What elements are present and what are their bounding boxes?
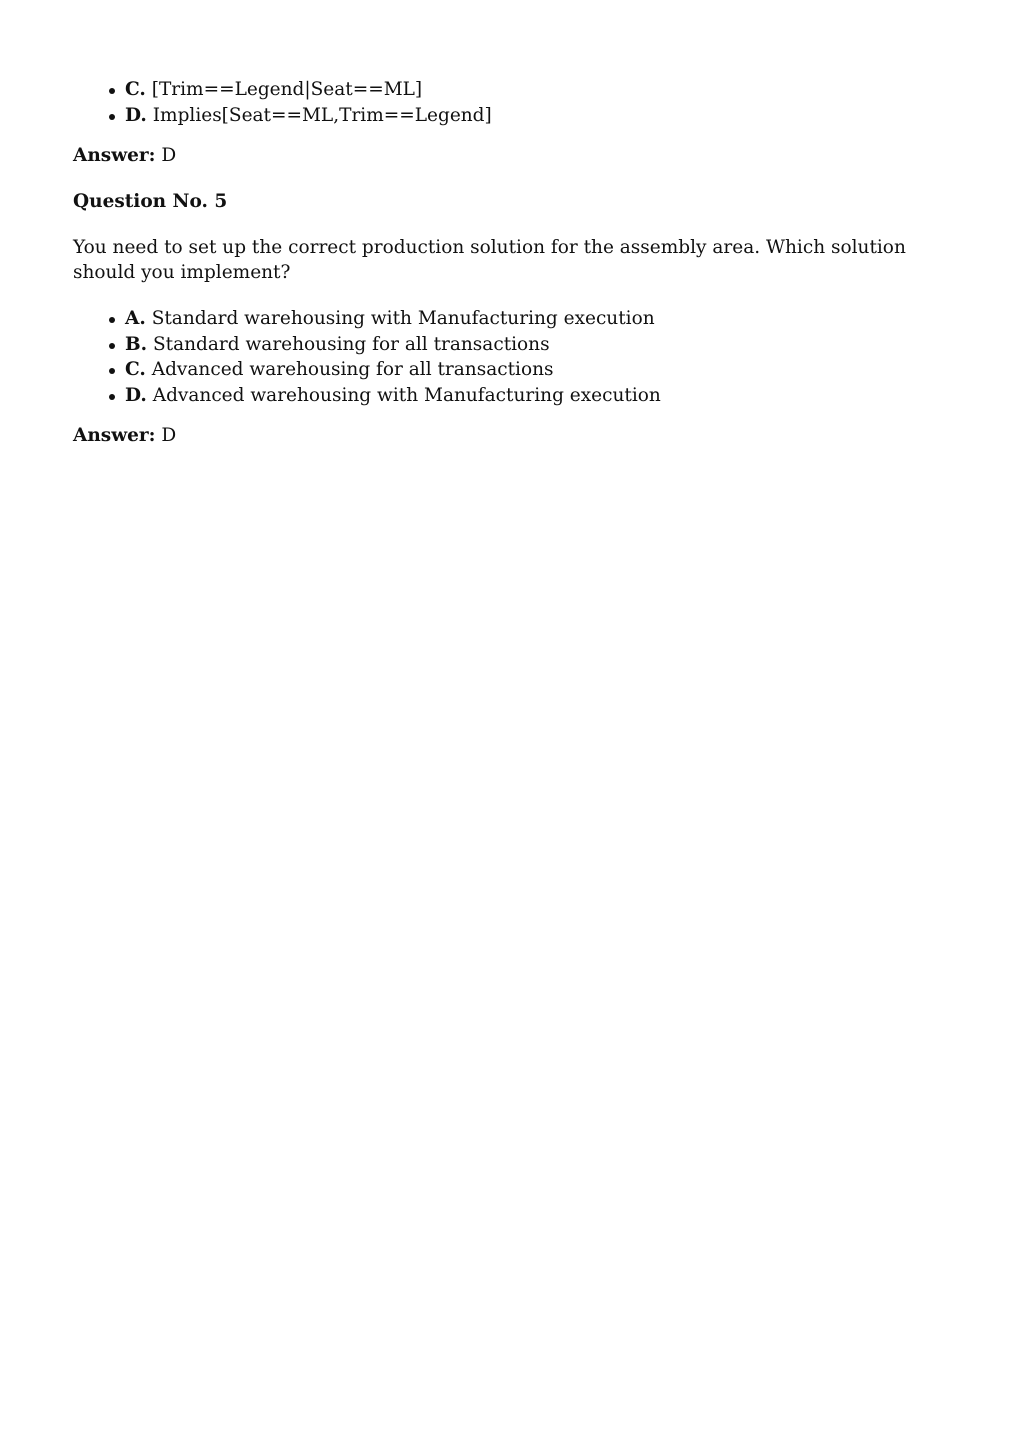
answer-label: Answer:	[73, 145, 156, 166]
option-d	[125, 383, 953, 409]
question-answer	[73, 423, 953, 448]
option-d	[125, 103, 953, 129]
option-letter: B.	[125, 333, 148, 355]
option-letter: A.	[125, 308, 146, 329]
document-page	[73, 77, 953, 448]
option-b	[125, 332, 953, 358]
option-letter: D.	[125, 104, 147, 126]
prev-question-options	[73, 77, 953, 128]
option-c	[125, 357, 953, 383]
option-c	[125, 77, 953, 103]
option-text: Advanced warehousing for all transactions	[151, 359, 554, 380]
option-text: Implies[Seat==ML,Trim==Legend]	[152, 104, 492, 126]
option-letter: D.	[125, 384, 147, 406]
option-text: [Trim==Legend|Seat==ML]	[151, 79, 423, 100]
option-letter: C.	[125, 359, 146, 380]
option-text: Standard warehousing for all transactions	[152, 333, 550, 355]
option-a	[125, 306, 953, 332]
question-text: You need to set up the correct production solution for the assembly area. Which solution should you implement?	[73, 237, 906, 283]
question-title: Question No. 5	[73, 191, 228, 212]
answer-value: D	[161, 145, 177, 166]
option-text: Advanced warehousing with Manufacturing execution	[152, 384, 661, 406]
answer-value: D	[161, 425, 177, 446]
option-text: Standard warehousing with Manufacturing execution	[151, 308, 655, 329]
option-letter: C.	[125, 79, 146, 100]
prev-question-answer	[73, 143, 953, 168]
question-options	[73, 306, 953, 408]
answer-label: Answer:	[73, 425, 156, 446]
